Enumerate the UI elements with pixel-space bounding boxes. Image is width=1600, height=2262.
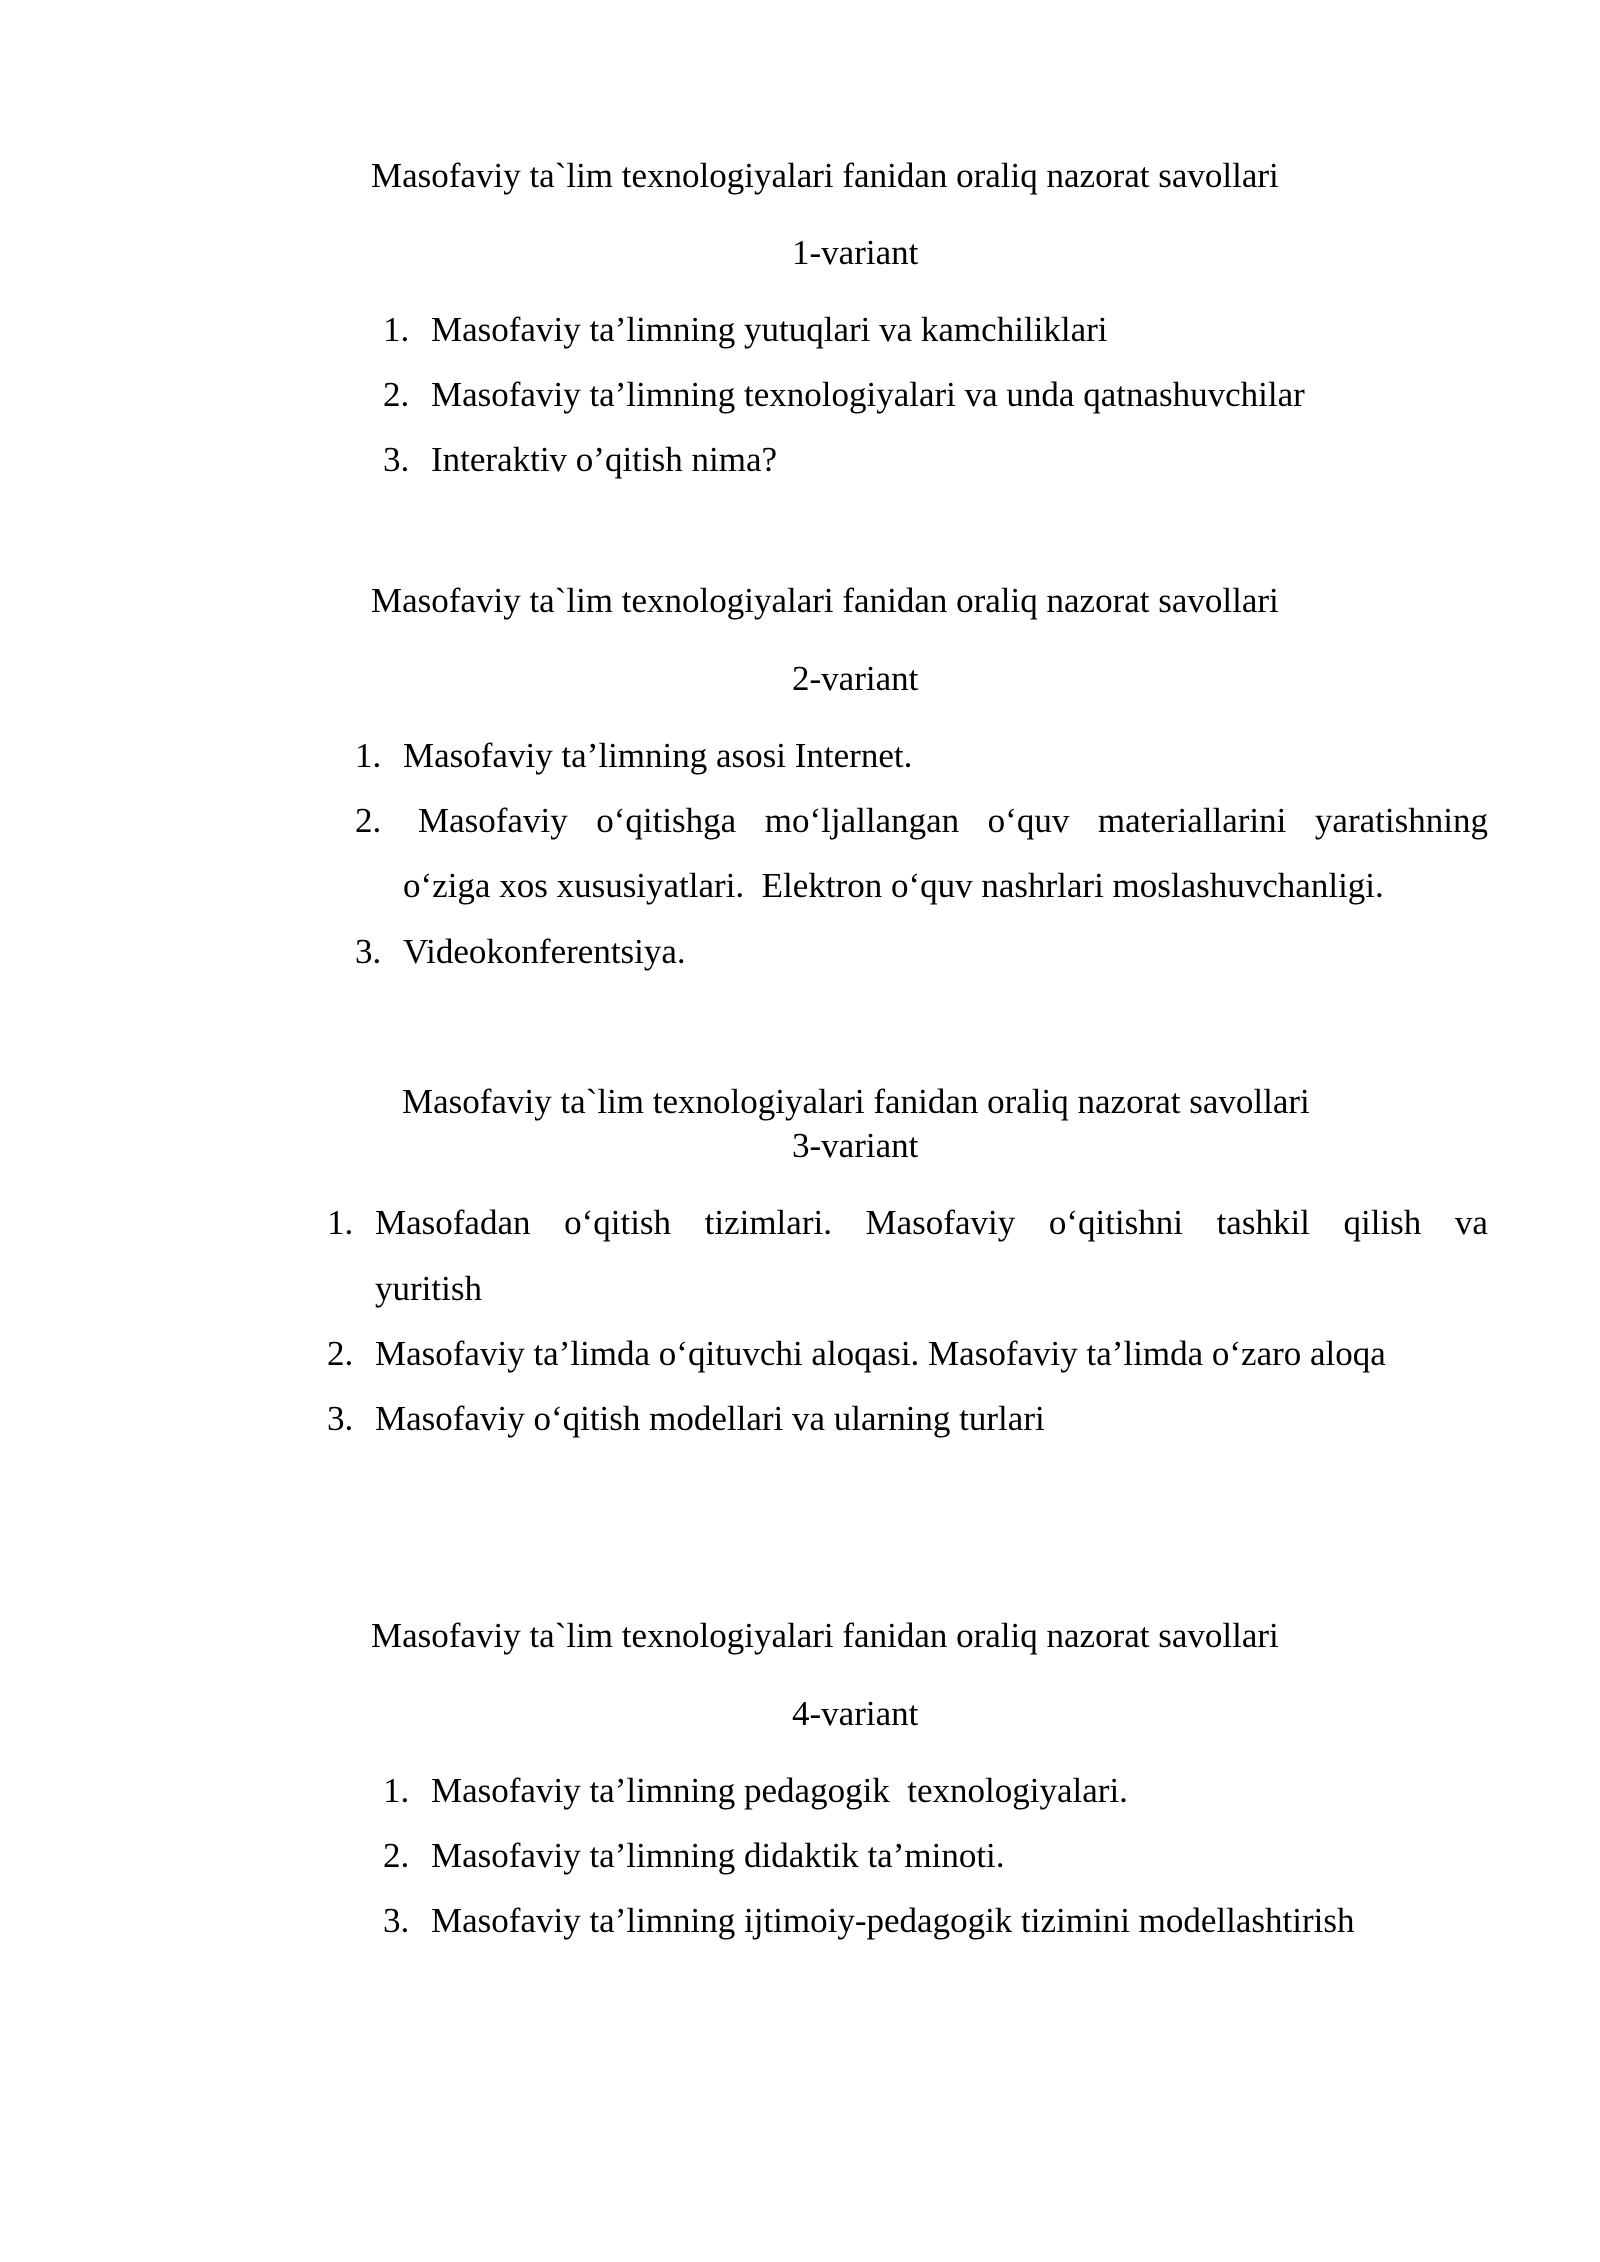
variant-3-item-1-number: 1. xyxy=(327,1203,354,1242)
variant-2-item-2-text-line-2: o‘ziga xos xususiyatlari. Elektron o‘quv nashrlari moslashuvchanligi. xyxy=(403,866,1384,905)
variant-1-item-3-number: 3. xyxy=(383,440,410,479)
word: tizimlari. xyxy=(704,1203,832,1242)
variant-1-label: 1-variant xyxy=(792,233,919,272)
word: o‘qitishni xyxy=(1048,1203,1183,1242)
variant-4-label: 4-variant xyxy=(792,1694,919,1733)
variant-1-item-2-number: 2. xyxy=(383,375,410,414)
variant-3-item-1-text-line-2: yuritish xyxy=(375,1269,482,1308)
variant-2-item-1-number: 1. xyxy=(355,736,382,775)
word: Masofadan xyxy=(375,1203,531,1242)
variant-1-item-1-number: 1. xyxy=(383,310,410,349)
variant-4-item-2-text: Masofaviy ta’limning didaktik ta’minoti. xyxy=(431,1836,1005,1875)
variant-3-item-3-text: Masofaviy o‘qitish modellari va ularning turlari xyxy=(375,1399,1045,1438)
word: Masofaviy xyxy=(865,1203,1016,1242)
variant-4-item-1-text: Masofaviy ta’limning pedagogik texnologiyalari. xyxy=(431,1771,1128,1810)
variant-2-item-1-text: Masofaviy ta’limning asosi Internet. xyxy=(403,736,913,775)
word: Masofaviy xyxy=(418,801,568,840)
variant-3-label: 3-variant xyxy=(792,1126,919,1165)
variant-1-title: Masofaviy ta`lim texnologiyalari fanidan oraliq nazorat savollari xyxy=(371,156,1279,195)
variant-3-item-2-text: Masofaviy ta’limda o‘qituvchi aloqasi. Masofaviy ta’limda o‘zaro aloqa xyxy=(375,1334,1386,1373)
variant-3-item-1-text-line-1 xyxy=(375,1205,1488,1240)
variant-2-item-3-number: 3. xyxy=(355,932,382,971)
word: mo‘ljallangan xyxy=(764,801,960,840)
variant-2-item-2-number: 2. xyxy=(355,801,382,840)
variant-2-title: Masofaviy ta`lim texnologiyalari fanidan oraliq nazorat savollari xyxy=(371,581,1279,620)
variant-4-item-3-text: Masofaviy ta’limning ijtimoiy-pedagogik tizimini modellashtirish xyxy=(431,1901,1355,1940)
word: va xyxy=(1454,1203,1488,1242)
variant-3-title: Masofaviy ta`lim texnologiyalari fanidan oraliq nazorat savollari xyxy=(402,1082,1310,1121)
word: materiallarini xyxy=(1097,801,1287,840)
word: o‘qitish xyxy=(564,1203,672,1242)
word: qilish xyxy=(1343,1203,1422,1242)
word: yaratishning xyxy=(1314,801,1488,840)
variant-1-item-1-text: Masofaviy ta’limning yutuqlari va kamchiliklari xyxy=(431,310,1108,349)
word: tashkil xyxy=(1216,1203,1310,1242)
variant-2-item-3-text: Videokonferentsiya. xyxy=(403,932,686,971)
word: o‘qitishga xyxy=(596,801,737,840)
variant-2-item-2-text-line-1 xyxy=(418,803,1488,838)
variant-4-title: Masofaviy ta`lim texnologiyalari fanidan oraliq nazorat savollari xyxy=(371,1616,1279,1655)
variant-4-item-2-number: 2. xyxy=(383,1836,410,1875)
word: o‘quv xyxy=(987,801,1070,840)
variant-4-item-3-number: 3. xyxy=(383,1901,410,1940)
variant-1-item-3-text: Interaktiv o’qitish nima? xyxy=(431,440,778,479)
variant-2-label: 2-variant xyxy=(792,659,919,698)
variant-3-item-2-number: 2. xyxy=(327,1334,354,1373)
variant-1-item-2-text: Masofaviy ta’limning texnologiyalari va unda qatnashuvchilar xyxy=(431,375,1305,414)
variant-3-item-3-number: 3. xyxy=(327,1399,354,1438)
variant-4-item-1-number: 1. xyxy=(383,1771,410,1810)
